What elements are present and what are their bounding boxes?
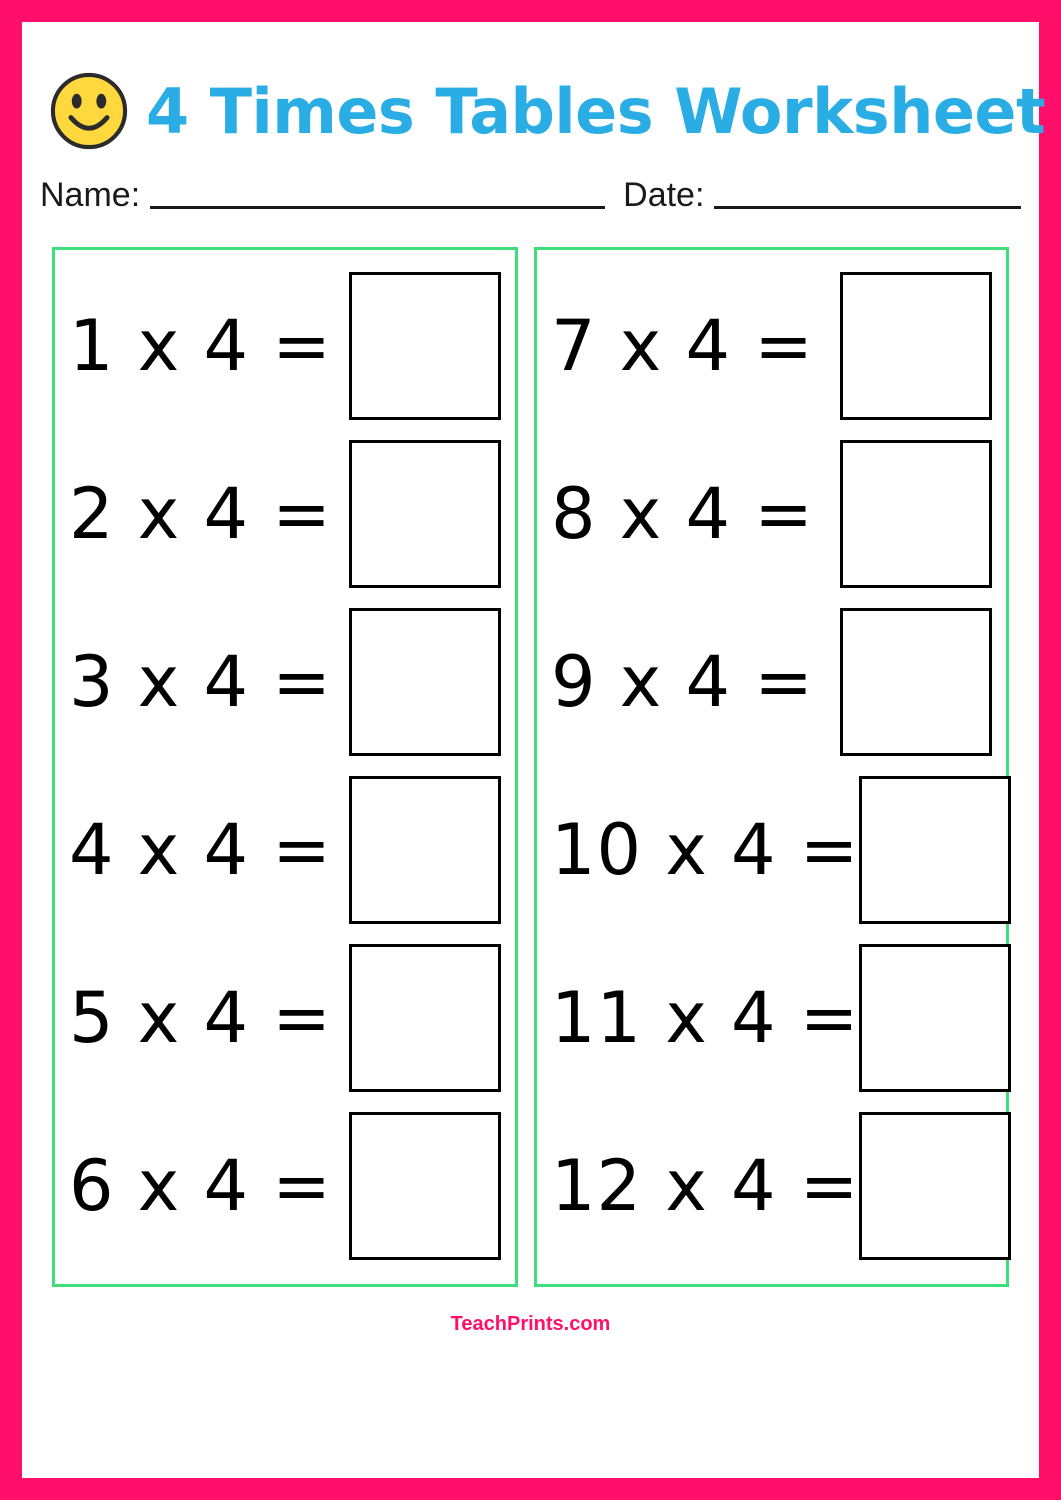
- answer-box[interactable]: [859, 944, 1011, 1092]
- problem-row: [69, 262, 501, 430]
- problem-row: [69, 598, 501, 766]
- problem-row: [551, 262, 992, 430]
- footer-credit: TeachPrints.com: [450, 1313, 611, 1335]
- answer-box[interactable]: [349, 440, 501, 588]
- problem-expression: 6 x 4 =: [69, 1145, 332, 1227]
- answer-box[interactable]: [840, 608, 992, 756]
- answer-box[interactable]: [840, 272, 992, 420]
- answer-box[interactable]: [840, 440, 992, 588]
- problem-expression: 5 x 4 =: [69, 977, 332, 1059]
- date-label: Date:: [623, 176, 705, 214]
- problem-columns: [22, 217, 1039, 1287]
- problem-row: [551, 766, 992, 934]
- answer-box[interactable]: [349, 1112, 501, 1260]
- problem-row: [69, 766, 501, 934]
- problem-column-left: [52, 247, 518, 1287]
- problem-expression: 9 x 4 =: [551, 641, 814, 723]
- problem-row: [69, 430, 501, 598]
- problem-expression: 1 x 4 =: [69, 305, 332, 387]
- name-label: Name:: [40, 176, 141, 214]
- page-title: 4 Times Tables Worksheet: [146, 74, 1046, 148]
- problem-row: [69, 934, 501, 1102]
- date-input[interactable]: [714, 206, 1021, 209]
- worksheet-page: [22, 22, 1046, 1478]
- problem-expression: 2 x 4 =: [69, 473, 332, 555]
- problem-expression: 11 x 4 =: [551, 977, 860, 1059]
- problem-row: [551, 934, 992, 1102]
- problem-row: [551, 430, 992, 598]
- problem-row: [551, 598, 992, 766]
- answer-box[interactable]: [349, 944, 501, 1092]
- name-date-row: [22, 142, 1039, 217]
- answer-box[interactable]: [349, 776, 501, 924]
- problem-row: [69, 1102, 501, 1270]
- worksheet-header: [22, 22, 1046, 148]
- smiley-face-icon: [48, 70, 130, 152]
- problem-expression: 3 x 4 =: [69, 641, 332, 723]
- problem-expression: 10 x 4 =: [551, 809, 860, 891]
- problem-expression: 7 x 4 =: [551, 305, 814, 387]
- answer-box[interactable]: [859, 1112, 1011, 1260]
- problem-expression: 4 x 4 =: [69, 809, 332, 891]
- answer-box[interactable]: [349, 608, 501, 756]
- answer-box[interactable]: [349, 272, 501, 420]
- problem-expression: 8 x 4 =: [551, 473, 814, 555]
- problem-column-right: [534, 247, 1009, 1287]
- name-input[interactable]: [150, 206, 605, 209]
- problem-expression: 12 x 4 =: [551, 1145, 860, 1227]
- answer-box[interactable]: [859, 776, 1011, 924]
- problem-row: [551, 1102, 992, 1270]
